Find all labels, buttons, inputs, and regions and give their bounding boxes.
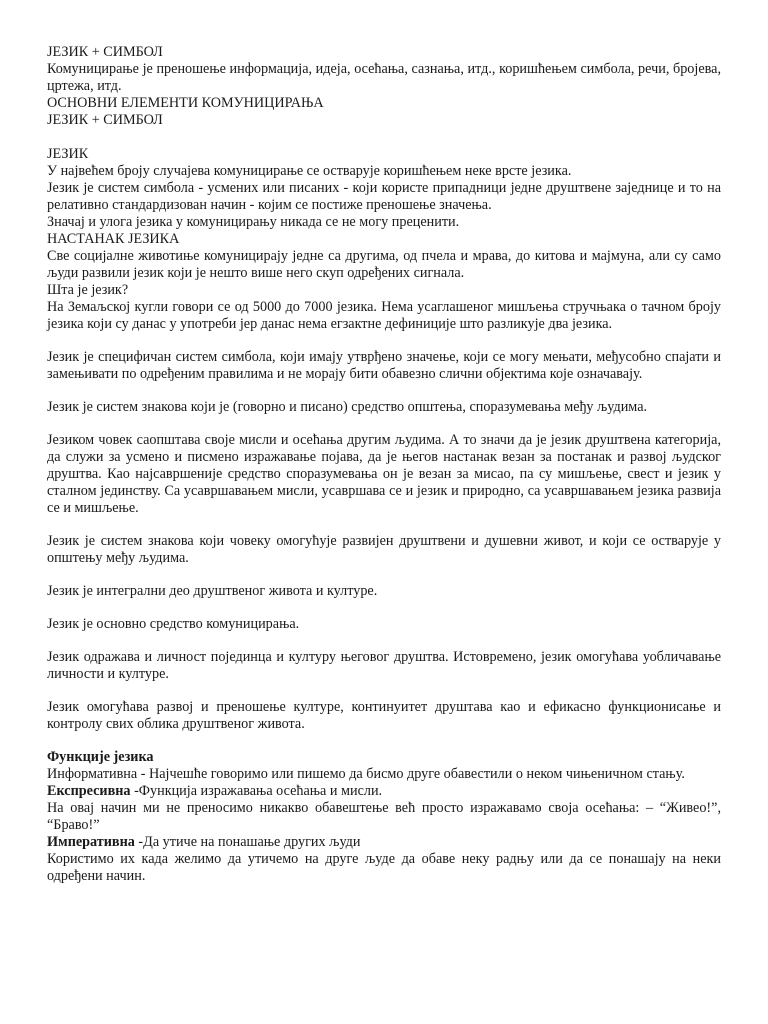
paragraph-communication-definition: Комуницирање је преношење информација, идеја, осећања, сазнања, итд., коришћењем симбола, речи, бројева, цртежа, итд. bbox=[47, 61, 721, 94]
heading-functions: Функције језика bbox=[47, 749, 154, 765]
heading-basic-elements: ОСНОВНИ ЕЛЕМЕНТИ КОМУНИЦИРАЊА bbox=[47, 95, 324, 111]
function-expressive-label: Експресивна bbox=[47, 783, 131, 799]
function-imperative-description: Користимо их када желимо да утичемо на друге људе да обаве неку радњу или да се понашају на неки одређени начин. bbox=[47, 851, 721, 884]
paragraph-language-2: Језик је систем симбола - усмених или писаних - који користе припадници једне друштвене заједнице и то на релативно стандардизован начин - којим се постиже преношење значења. bbox=[47, 180, 721, 213]
definition-paragraph: Језик је интегрални део друштвеног живота и културе. bbox=[47, 583, 378, 599]
spacer bbox=[47, 129, 721, 146]
heading-language: ЈЕЗИК bbox=[47, 146, 89, 162]
heading-origin: НАСТАНАК ЈЕЗИКА bbox=[47, 231, 180, 247]
paragraph-origin-2: На Земаљској кугли говори се од 5000 до 7000 језика. Нема усаглашеног мишљења стручњака о тачном броју језика који су данас у употреби јер данас нема егзактне дефиниције што разликује два језика. bbox=[47, 299, 721, 332]
document-page bbox=[47, 44, 721, 885]
definition-paragraph: Језик је специфичан систем симбола, који имају утврђено значење, који се могу мењати, међусобно спајати и замењивати по одређеним правилима и не морају бити обавезно слични објектима које означавају. bbox=[47, 349, 721, 382]
function-imperative-label: Императивна bbox=[47, 834, 135, 850]
function-expressive-description: На овај начин ми не преносимо никакво обавештење већ просто изражавамо своја осећања: – “Живео!”, “Браво!” bbox=[47, 800, 721, 833]
paragraph-origin-1: Све социјалне животиње комуницирају једне са другима, од пчела и мрава, до китова и мајмуна, али су само људи развили језик који је нешто више него скуп одређених сигнала. bbox=[47, 248, 721, 281]
definition-paragraph: Језик је систем знакова који човеку омогућује развијен друштвени и душевни живот, и који се остварује у општењу међу људима. bbox=[47, 533, 721, 566]
function-expressive: Експресивна -Функција изражавања осећања и мисли. bbox=[47, 783, 383, 799]
definition-paragraph: Језик је основно средство комуницирања. bbox=[47, 616, 300, 632]
definition-paragraph: Језик одражава и личност појединца и културу његовог друштва. Истовремено, језик омогућава уобличавање личности и културе. bbox=[47, 649, 721, 682]
paragraph-language-3: Значај и улога језика у комуницирању никада се не могу преценити. bbox=[47, 214, 460, 230]
function-informative: Информативна - Најчешће говоримо или пишемо да бисмо друге обавестили о неком чињеничном стању. bbox=[47, 766, 685, 782]
function-imperative: Императивна -Да утиче на понашање других људи bbox=[47, 834, 361, 850]
definition-paragraph: Језик омогућава развој и преношење културе, континуитет друштава као и ефикасно функционисање и контролу свих облика друштвеног живота. bbox=[47, 699, 721, 732]
heading-language-symbol-2: ЈЕЗИК + СИМБОЛ bbox=[47, 112, 163, 128]
definition-paragraph: Језик је систем знакова који је (говорно и писано) средство општења, споразумевања међу људима. bbox=[47, 399, 648, 415]
definition-paragraph: Језиком човек саопштава своје мисли и осећања другим људима. А то значи да је језик друштвена категорија, да служи за усмено и писмено изражавање појава, да је његов настанак везан за постанак и развој људског друштва. Као најсавршеније средство споразумевања он је везан за мисао, па су мишљење, свест и језик у сталном јединству. Са усавршавањем мисли, усавршава се и језик и природно, са усавршавањем језика развија се и мишљење. bbox=[47, 432, 721, 516]
question-what-is-language: Шта је језик? bbox=[47, 282, 129, 298]
paragraph-language-1: У највећем броју случајева комуницирање се остварује коришћењем неке врсте језика. bbox=[47, 163, 572, 179]
heading-language-symbol: ЈЕЗИК + СИМБОЛ bbox=[47, 44, 163, 60]
